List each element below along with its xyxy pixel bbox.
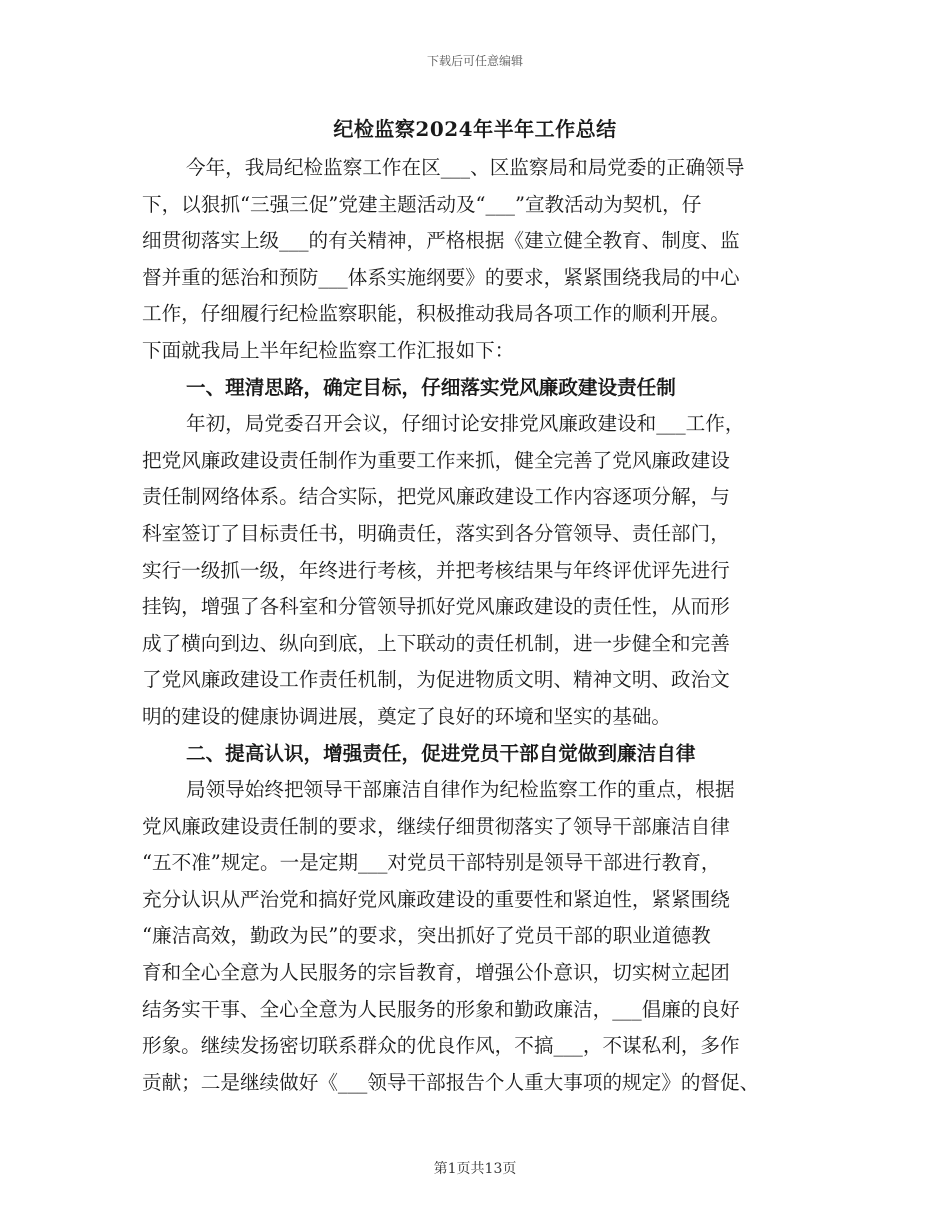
paragraph-line: 局领导始终把领导干部廉洁自律作为纪检监察工作的重点，根据 [186,778,735,802]
header-note: 下载后可任意编辑 [426,54,523,68]
paragraph-line: 年初，局党委召开会议，仔细讨论安排党风廉政建设和___工作， [186,412,745,436]
paragraph-line: 贡献；二是继续做好《___领导干部报告个人重大事项的规定》的督促、 [142,1070,760,1094]
section-heading: 一、理清思路，确定目标，仔细落实党风廉政建设责任制 [186,375,676,399]
paragraph-line: 充分认识从严治党和搞好党风廉政建设的重要性和紧迫性，紧紧围绕 [142,887,730,911]
paragraph-line: 下，以狠抓“三强三促”党建主题活动及“___”宣教活动为契机，仔 [142,192,702,216]
paragraph-line: 把党风廉政建设责任制作为重要工作来抓，健全完善了党风廉政建设 [142,448,730,472]
paragraph-line: 了党风廉政建设工作责任机制，为促进物质文明、精神文明、政治文 [142,668,730,692]
paragraph-line: 党风廉政建设责任制的要求，继续仔细贯彻落实了领导干部廉洁自律 [142,814,730,838]
paragraph-line: 结务实干事、全心全意为人民服务的形象和勤政廉洁，___倡廉的良好 [142,997,740,1021]
paragraph-line: 实行一级抓一级，年终进行考核，并把考核结果与年终评优评先进行 [142,558,730,582]
paragraph-line: 责任制网络体系。结合实际，把党风廉政建设工作内容逐项分解，与 [142,485,730,509]
paragraph-line: 挂钩，增强了各科室和分管领导抓好党风廉政建设的责任性，从而形 [142,595,730,619]
paragraph-line: 育和全心全意为人民服务的宗旨教育，增强公仆意识，切实树立起团 [142,961,730,985]
document-title: 纪检监察2024年半年工作总结 [333,117,617,141]
paragraph-line: 成了横向到边、纵向到底，上下联动的责任机制，进一步健全和完善 [142,631,730,655]
paragraph-line: 细贯彻落实上级___的有关精神，严格根据《建立健全教育、制度、监 [142,229,740,253]
paragraph-line: 下面就我局上半年纪检监察工作汇报如下： [142,338,515,362]
paragraph-line: 督并重的惩治和预防___体系实施纲要》的要求，紧紧围绕我局的中心 [142,265,740,289]
paragraph-line: 明的建设的健康协调进展，奠定了良好的环境和坚实的基础。 [142,704,672,728]
paragraph-line: 科室签订了目标责任书，明确责任，落实到各分管领导、责任部门， [142,521,730,545]
paragraph-line: 工作，仔细履行纪检监察职能，积极推动我局各项工作的顺利开展。 [142,302,730,326]
page-footer: 第1页共13页 [433,1161,517,1177]
paragraph-line: 形象。继续发扬密切联系群众的优良作风，不搞___，不谋私利，多作 [142,1034,740,1058]
document-body [142,150,822,1101]
paragraph-line: “五不准”规定。一是定期___对党员干部特别是领导干部进行教育， [142,851,721,875]
section-heading: 二、提高认识，增强责任，促进党员干部自觉做到廉洁自律 [186,741,696,765]
paragraph-line: “廉洁高效，勤政为民”的要求，突出抓好了党员干部的职业道德教 [142,924,711,948]
paragraph-line: 今年，我局纪检监察工作在区___、区监察局和局党委的正确领导 [186,156,745,179]
